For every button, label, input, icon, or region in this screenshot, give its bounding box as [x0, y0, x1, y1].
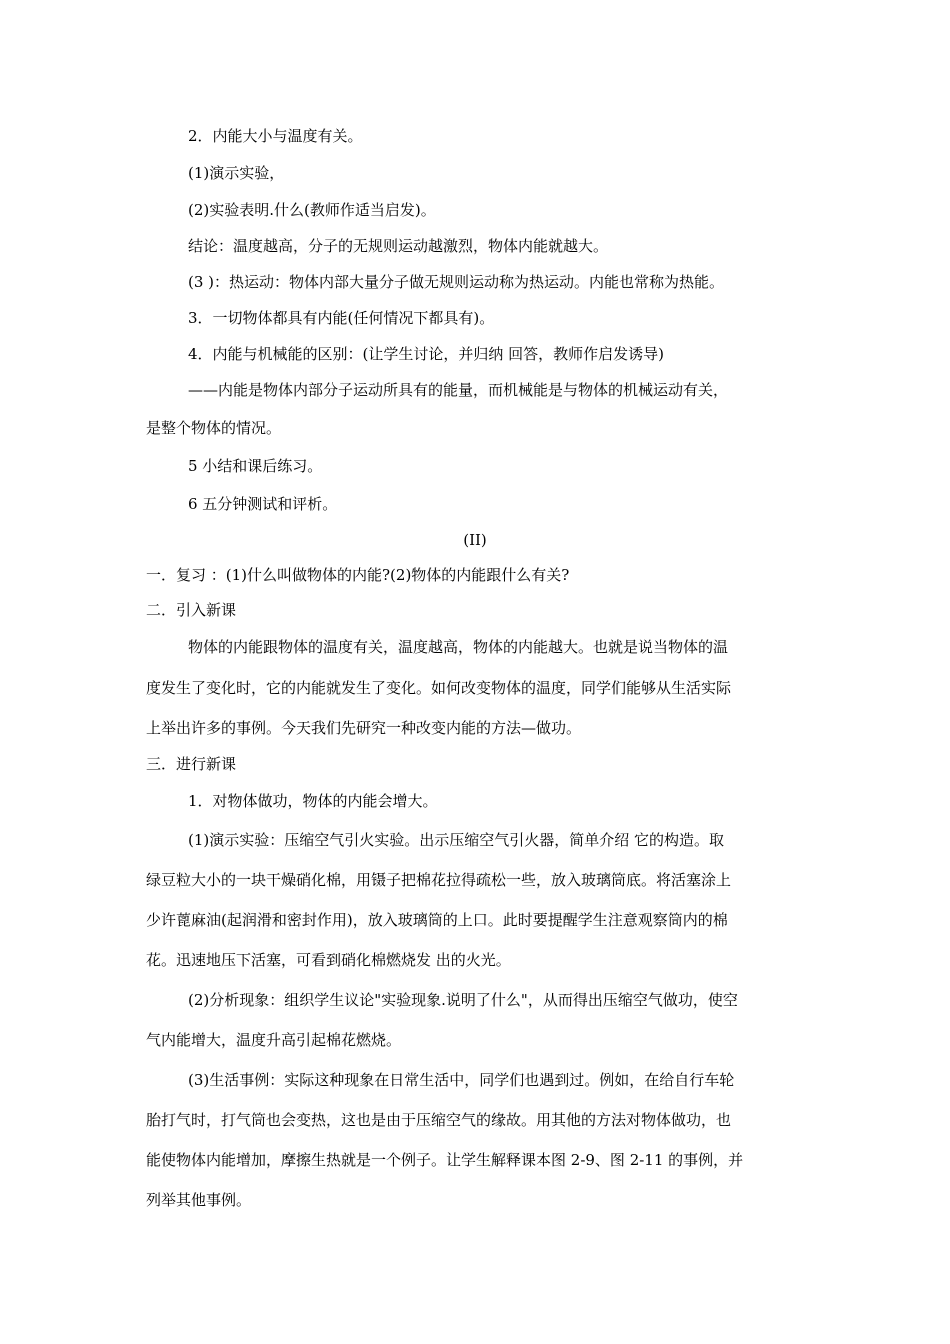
item4-answer-line2: 是整个物体的情况。 [146, 419, 282, 437]
demo-line1: (1)演示实验：压缩空气引火实验。出示压缩空气引火器，简单介绍 它的构造。取 [188, 831, 725, 849]
item2-sub3: (3 )：热运动：物体内部大量分子做无规则运动称为热运动。内能也常称为热能。 [188, 273, 725, 291]
example-line1: (3)生活事例：实际这种现象在日常生活中，同学们也遇到过。例如，在给自行车轮 [188, 1071, 735, 1089]
demo-line4: 花。迅速地压下活塞，可看到硝化棉燃烧发 出的火光。 [146, 951, 511, 969]
point1: 1．对物体做功，物体的内能会增大。 [188, 792, 438, 810]
item2-sub2: (2)实验表明.什么(教师作适当启发)。 [188, 201, 436, 219]
analysis-line2: 气内能增大，温度升高引起棉花燃烧。 [146, 1031, 402, 1049]
intro-line3: 上举出许多的事例。今天我们先研究一种改变内能的方法—做功。 [146, 719, 582, 737]
part2-heading: 二．引入新课 [146, 601, 237, 619]
analysis-line1: (2)分析现象：组织学生议论"实验现象.说明了什么"，从而得出压缩空气做功，使空 [188, 991, 738, 1009]
example-line3: 能使物体内能增加，摩擦生热就是一个例子。让学生解释课本图 2-9、图 2-11 的事例，并 [146, 1151, 744, 1169]
section-heading: (II) [463, 531, 487, 549]
item6: 6 五分钟测试和评析。 [188, 495, 338, 513]
item3: 3．一切物体都具有内能(任何情况下都具有)。 [188, 309, 495, 327]
item4-answer-line1: ——内能是物体内部分子运动所具有的能量，而机械能是与物体的机械运动有关， [188, 381, 729, 399]
item2-sub1: (1)演示实验， [188, 164, 285, 182]
item4: 4．内能与机械能的区别：(让学生讨论，并归纳 回答，教师作启发诱导) [188, 345, 665, 363]
item5: 5 小结和课后练习。 [188, 457, 323, 475]
part1-review: 一．复习 ：(1)什么叫做物体的内能?(2)物体的内能跟什么有关? [146, 566, 570, 584]
conclusion-text: 结论：温度越高，分子的无规则运动越激烈，物体内能就越大。 [188, 237, 609, 255]
intro-line2: 度发生了变化时，它的内能就发生了变化。如何改变物体的温度，同学们能够从生活实际 [146, 679, 732, 697]
intro-line1: 物体的内能跟物体的温度有关，温度越高，物体的内能越大。也就是说当物体的温 [188, 638, 729, 656]
part3-heading: 三．进行新课 [146, 755, 237, 773]
item2-title: 2．内能大小与温度有关。 [188, 127, 363, 145]
example-line2: 胎打气时，打气筒也会变热，这也是由于压缩空气的缘故。用其他的方法对物体做功，也 [146, 1111, 732, 1129]
demo-line2: 绿豆粒大小的一块干燥硝化棉，用镊子把棉花拉得疏松一些，放入玻璃筒底。将活塞涂上 [146, 871, 732, 889]
example-line4: 列举其他事例。 [146, 1191, 252, 1209]
demo-line3: 少许蓖麻油(起润滑和密封作用)，放入玻璃筒的上口。此时要提醒学生注意观察筒内的棉 [146, 911, 728, 929]
